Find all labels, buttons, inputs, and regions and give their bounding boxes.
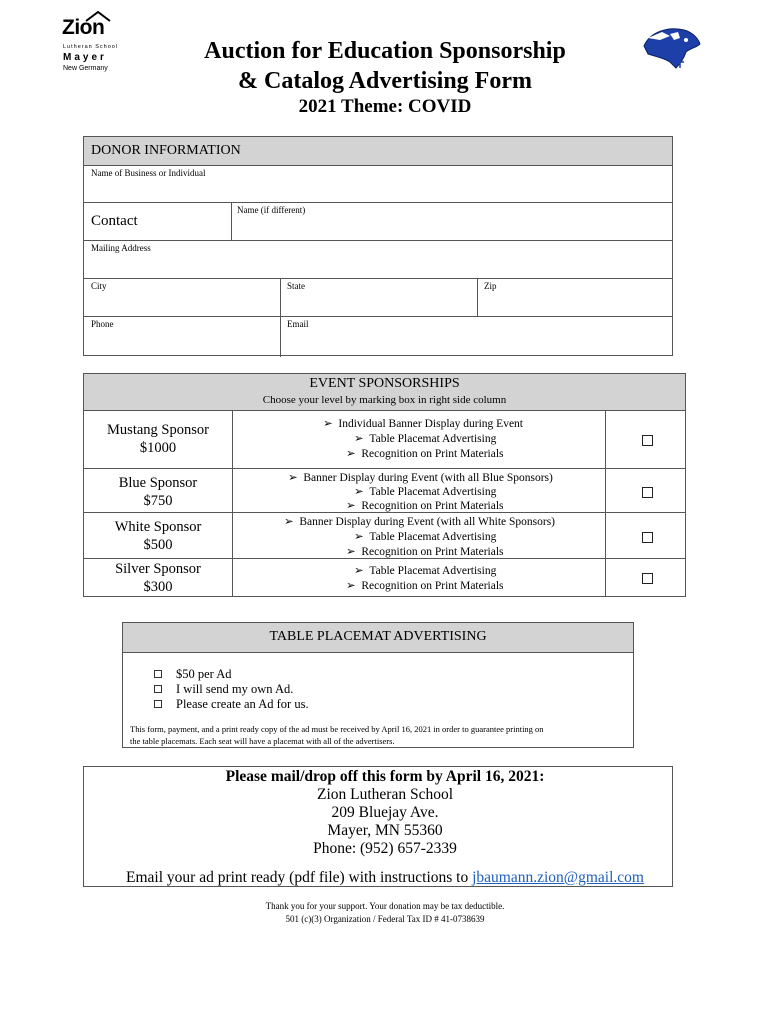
benefit-item: ➢ Table Placemat Advertising bbox=[354, 565, 497, 577]
benefit-item: ➢ Table Placemat Advertising bbox=[354, 486, 497, 498]
zip-label: Zip bbox=[484, 281, 497, 291]
logo-region: New Germany bbox=[63, 65, 108, 72]
sponsor-name: Blue Sponsor bbox=[118, 475, 198, 491]
sponsor-level-blue bbox=[84, 474, 232, 510]
form-title-line2: & Catalog Advertising Form bbox=[238, 68, 532, 94]
sponsor-price: $750 bbox=[143, 493, 173, 509]
logo-name: Zion bbox=[62, 16, 105, 39]
mailing-phone: Phone: (952) 657-2339 bbox=[313, 840, 457, 857]
form-theme: 2021 Theme: COVID bbox=[298, 96, 472, 117]
sponsor-level-silver bbox=[84, 560, 232, 596]
placemat-heading: TABLE PLACEMAT ADVERTISING bbox=[269, 629, 487, 644]
logo-city: Mayer bbox=[63, 52, 107, 63]
donor-header bbox=[84, 137, 672, 166]
donor-information-section bbox=[83, 136, 673, 356]
benefit-item: ➢ Recognition on Print Materials bbox=[346, 580, 504, 592]
footer-thanks: Thank you for your support. Your donation may be tax deductible. bbox=[265, 901, 505, 911]
placemat-header bbox=[123, 623, 633, 653]
placemat-note-line2: the table placemats. Each seat will have a placemat with all of the advertisers. bbox=[130, 736, 395, 746]
sponsor-name: Silver Sponsor bbox=[115, 561, 201, 577]
sponsor-price: $500 bbox=[143, 537, 173, 553]
contact-label: Contact bbox=[91, 213, 138, 229]
option-checkbox[interactable] bbox=[154, 670, 162, 678]
sponsorships-instructions: Choose your level by marking box in right side column bbox=[262, 394, 507, 406]
sponsor-name: White Sponsor bbox=[114, 519, 202, 535]
mailing-city: Mayer, MN 55360 bbox=[327, 822, 443, 839]
event-sponsorships-section bbox=[83, 373, 686, 597]
benefit-item: ➢ Recognition on Print Materials bbox=[346, 500, 504, 512]
city-field[interactable] bbox=[84, 291, 279, 315]
benefit-item: ➢ Table Placemat Advertising bbox=[354, 531, 497, 543]
benefit-item: ➢ Individual Banner Display during Event bbox=[323, 418, 523, 430]
blue-sponsor-checkbox[interactable] bbox=[642, 487, 653, 498]
email-label: Email bbox=[287, 319, 309, 329]
benefit-item: ➢ Banner Display during Event (with all Blue Sponsors) bbox=[288, 472, 553, 484]
benefit-item: ➢ Recognition on Print Materials bbox=[346, 546, 504, 558]
placemat-options bbox=[154, 667, 309, 712]
alt-name-field[interactable] bbox=[232, 215, 672, 239]
sponsor-level-white bbox=[84, 518, 232, 554]
state-field[interactable] bbox=[281, 291, 476, 315]
placemat-option-own-ad[interactable]: I will send my own Ad. bbox=[154, 682, 309, 697]
placemat-note-line1: This form, payment, and a print ready copy of the ad must be received by April 16, 2021 in order to guarantee printing on bbox=[130, 724, 544, 734]
zip-field[interactable] bbox=[478, 291, 672, 315]
business-name-label: Name of Business or Individual bbox=[91, 168, 206, 178]
email-link[interactable]: jbaumann.zion@gmail.com bbox=[472, 869, 644, 886]
option-checkbox[interactable] bbox=[154, 700, 162, 708]
footer-tax-id: 501 (c)(3) Organization / Federal Tax ID # 41-0738639 bbox=[285, 914, 485, 924]
logo-subtitle: Lutheran School bbox=[63, 44, 119, 50]
email-field[interactable] bbox=[281, 329, 672, 355]
white-sponsor-checkbox[interactable] bbox=[642, 532, 653, 543]
footer bbox=[0, 900, 770, 926]
mailing-email-line bbox=[0, 869, 770, 887]
sponsorships-header bbox=[84, 374, 685, 411]
phone-field[interactable] bbox=[84, 329, 279, 355]
option-checkbox[interactable] bbox=[154, 685, 162, 693]
benefit-item: ➢ Recognition on Print Materials bbox=[346, 448, 504, 460]
silver-sponsor-checkbox[interactable] bbox=[642, 573, 653, 584]
sponsor-price: $1000 bbox=[139, 440, 177, 456]
alt-name-label: Name (if different) bbox=[237, 205, 306, 215]
business-name-field[interactable] bbox=[84, 179, 672, 201]
donor-heading: DONOR INFORMATION bbox=[91, 143, 241, 158]
placemat-note bbox=[130, 723, 544, 747]
mailing-heading: Please mail/drop off this form by April 16, 2021: bbox=[225, 768, 545, 785]
mailing-email-prefix: Email your ad print ready (pdf file) with instructions to bbox=[126, 869, 473, 886]
sponsor-name: Mustang Sponsor bbox=[107, 422, 209, 438]
mailing-org: Zion Lutheran School bbox=[316, 786, 454, 803]
sponsorships-heading: EVENT SPONSORSHIPS bbox=[309, 376, 460, 391]
mailing-address-label: Mailing Address bbox=[91, 243, 151, 253]
city-label: City bbox=[91, 281, 107, 291]
mailing-street: 209 Bluejay Ave. bbox=[331, 804, 439, 821]
placemat-option-create-ad[interactable]: Please create an Ad for us. bbox=[154, 697, 309, 712]
phone-label: Phone bbox=[91, 319, 114, 329]
placemat-option-price[interactable]: $50 per Ad bbox=[154, 667, 309, 682]
sponsor-level-mustang bbox=[84, 421, 232, 457]
mailing-address-field[interactable] bbox=[84, 253, 672, 277]
state-label: State bbox=[287, 281, 305, 291]
benefit-item: ➢ Table Placemat Advertising bbox=[354, 433, 497, 445]
benefit-item: ➢ Banner Display during Event (with all White Sponsors) bbox=[284, 516, 556, 528]
mustang-sponsor-checkbox[interactable] bbox=[642, 435, 653, 446]
sponsor-price: $300 bbox=[143, 579, 173, 595]
form-title-line1: Auction for Education Sponsorship bbox=[204, 38, 566, 64]
placemat-advertising-section bbox=[122, 622, 634, 748]
